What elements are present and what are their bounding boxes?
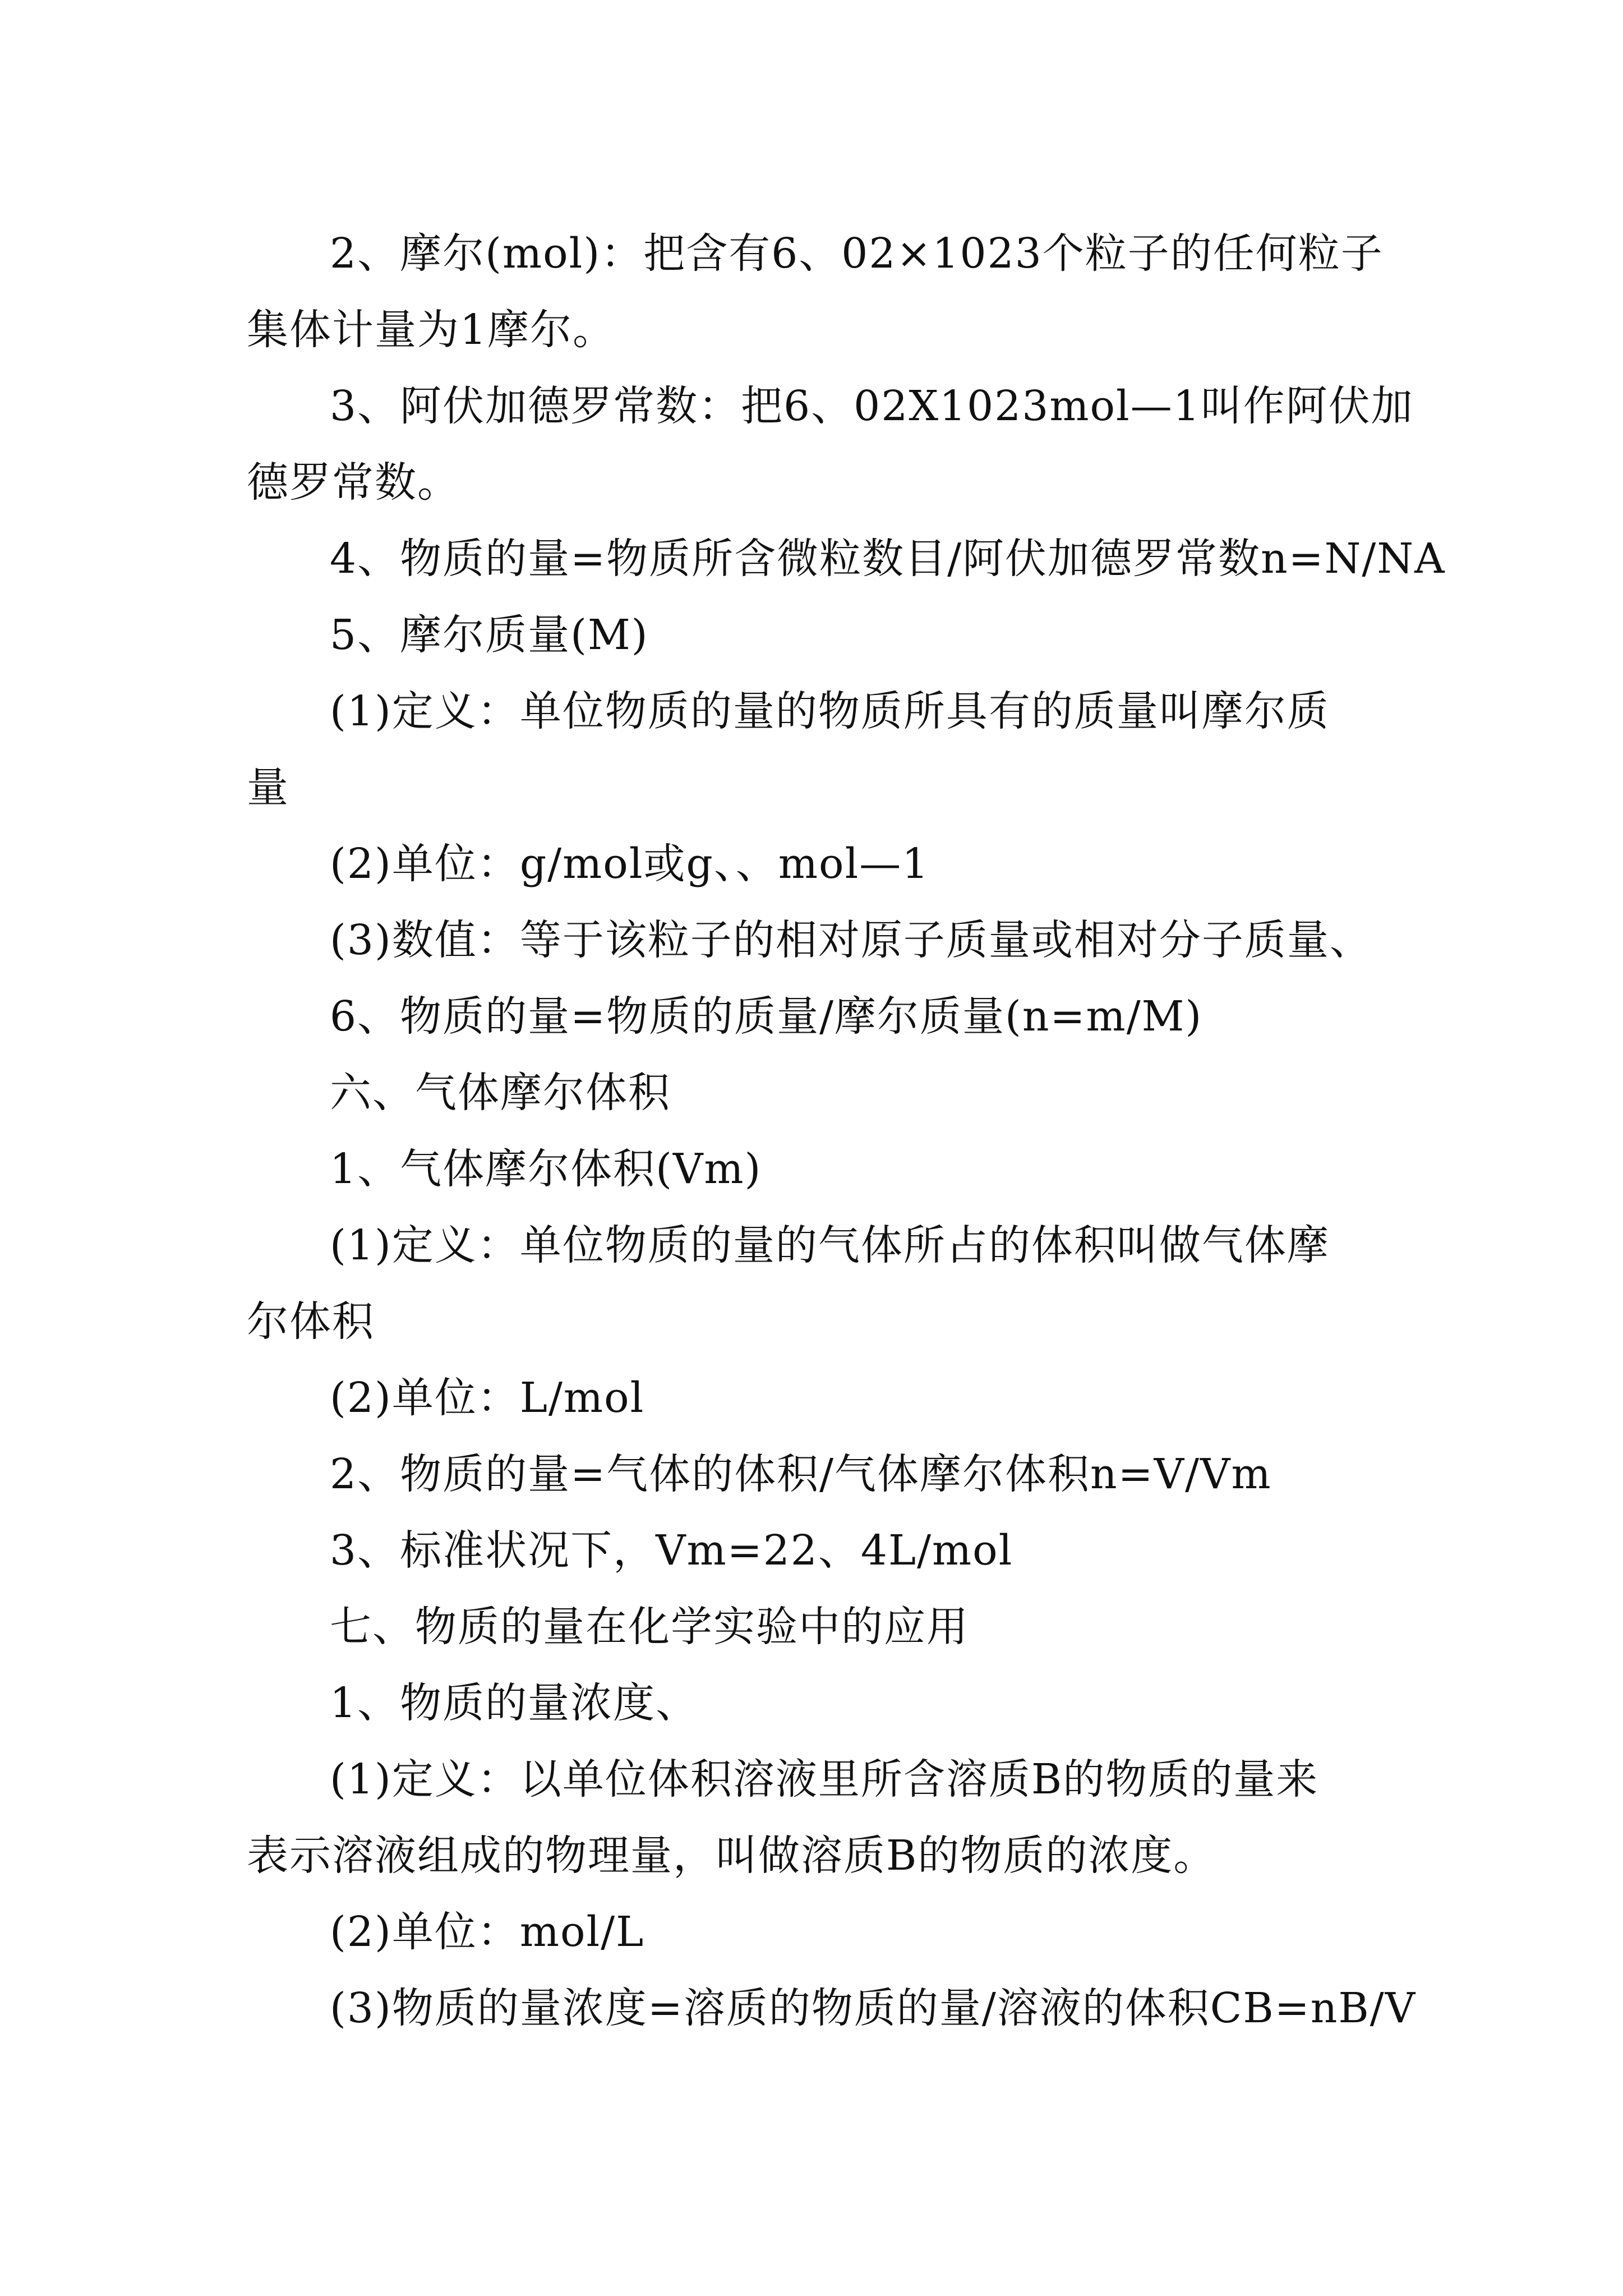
document-body <box>247 215 1446 2046</box>
text-line: 2、摩尔(mol)：把含有6、02×1023个粒子的任何粒子 <box>330 229 1384 278</box>
text-line: 量 <box>247 763 289 812</box>
text-line: 集体计量为1摩尔。 <box>247 306 616 354</box>
text-line: 3、阿伏加德罗常数：把6、02X1023mol—1叫作阿伏加 <box>330 382 1414 430</box>
text-line: 1、气体摩尔体积(Vm) <box>330 1145 762 1193</box>
text-line: 5、摩尔质量(M) <box>330 611 649 659</box>
text-line: 1、物质的量浓度、 <box>330 1679 699 1727</box>
section-heading: 六、气体摩尔体积 <box>330 1069 671 1117</box>
text-line: 德罗常数。 <box>247 458 460 507</box>
text-line: (3)数值：等于该粒子的相对原子质量或相对分子质量、 <box>330 916 1372 964</box>
text-line: (3)物质的量浓度=溶质的物质的量/溶液的体积CB=nB/V <box>330 1984 1417 2032</box>
text-line: (2)单位：L/mol <box>330 1374 645 1422</box>
text-line: 6、物质的量=物质的质量/摩尔质量(n=m/M) <box>330 992 1203 1041</box>
text-line: (2)单位：mol/L <box>330 1908 645 1956</box>
text-line: 表示溶液组成的物理量，叫做溶质B的物质的浓度。 <box>247 1832 1216 1880</box>
text-line: 2、物质的量=气体的体积/气体摩尔体积n=V/Vm <box>330 1450 1272 1498</box>
text-line: (1)定义：以单位体积溶液里所含溶质B的物质的量来 <box>330 1755 1319 1803</box>
text-line: 尔体积 <box>247 1297 375 1346</box>
text-line: (2)单位：g/mol或g、、mol—1 <box>330 840 930 888</box>
text-line: (1)定义：单位物质的量的物质所具有的质量叫摩尔质 <box>330 687 1330 735</box>
text-line: (1)定义：单位物质的量的气体所占的体积叫做气体摩 <box>330 1221 1330 1269</box>
text-line: 3、标准状况下，Vm=22、4L/mol <box>330 1526 1013 1575</box>
text-line: 4、物质的量=物质所含微粒数目/阿伏加德罗常数n=N/NA <box>330 535 1446 583</box>
section-heading: 七、物质的量在化学实验中的应用 <box>330 1603 969 1651</box>
